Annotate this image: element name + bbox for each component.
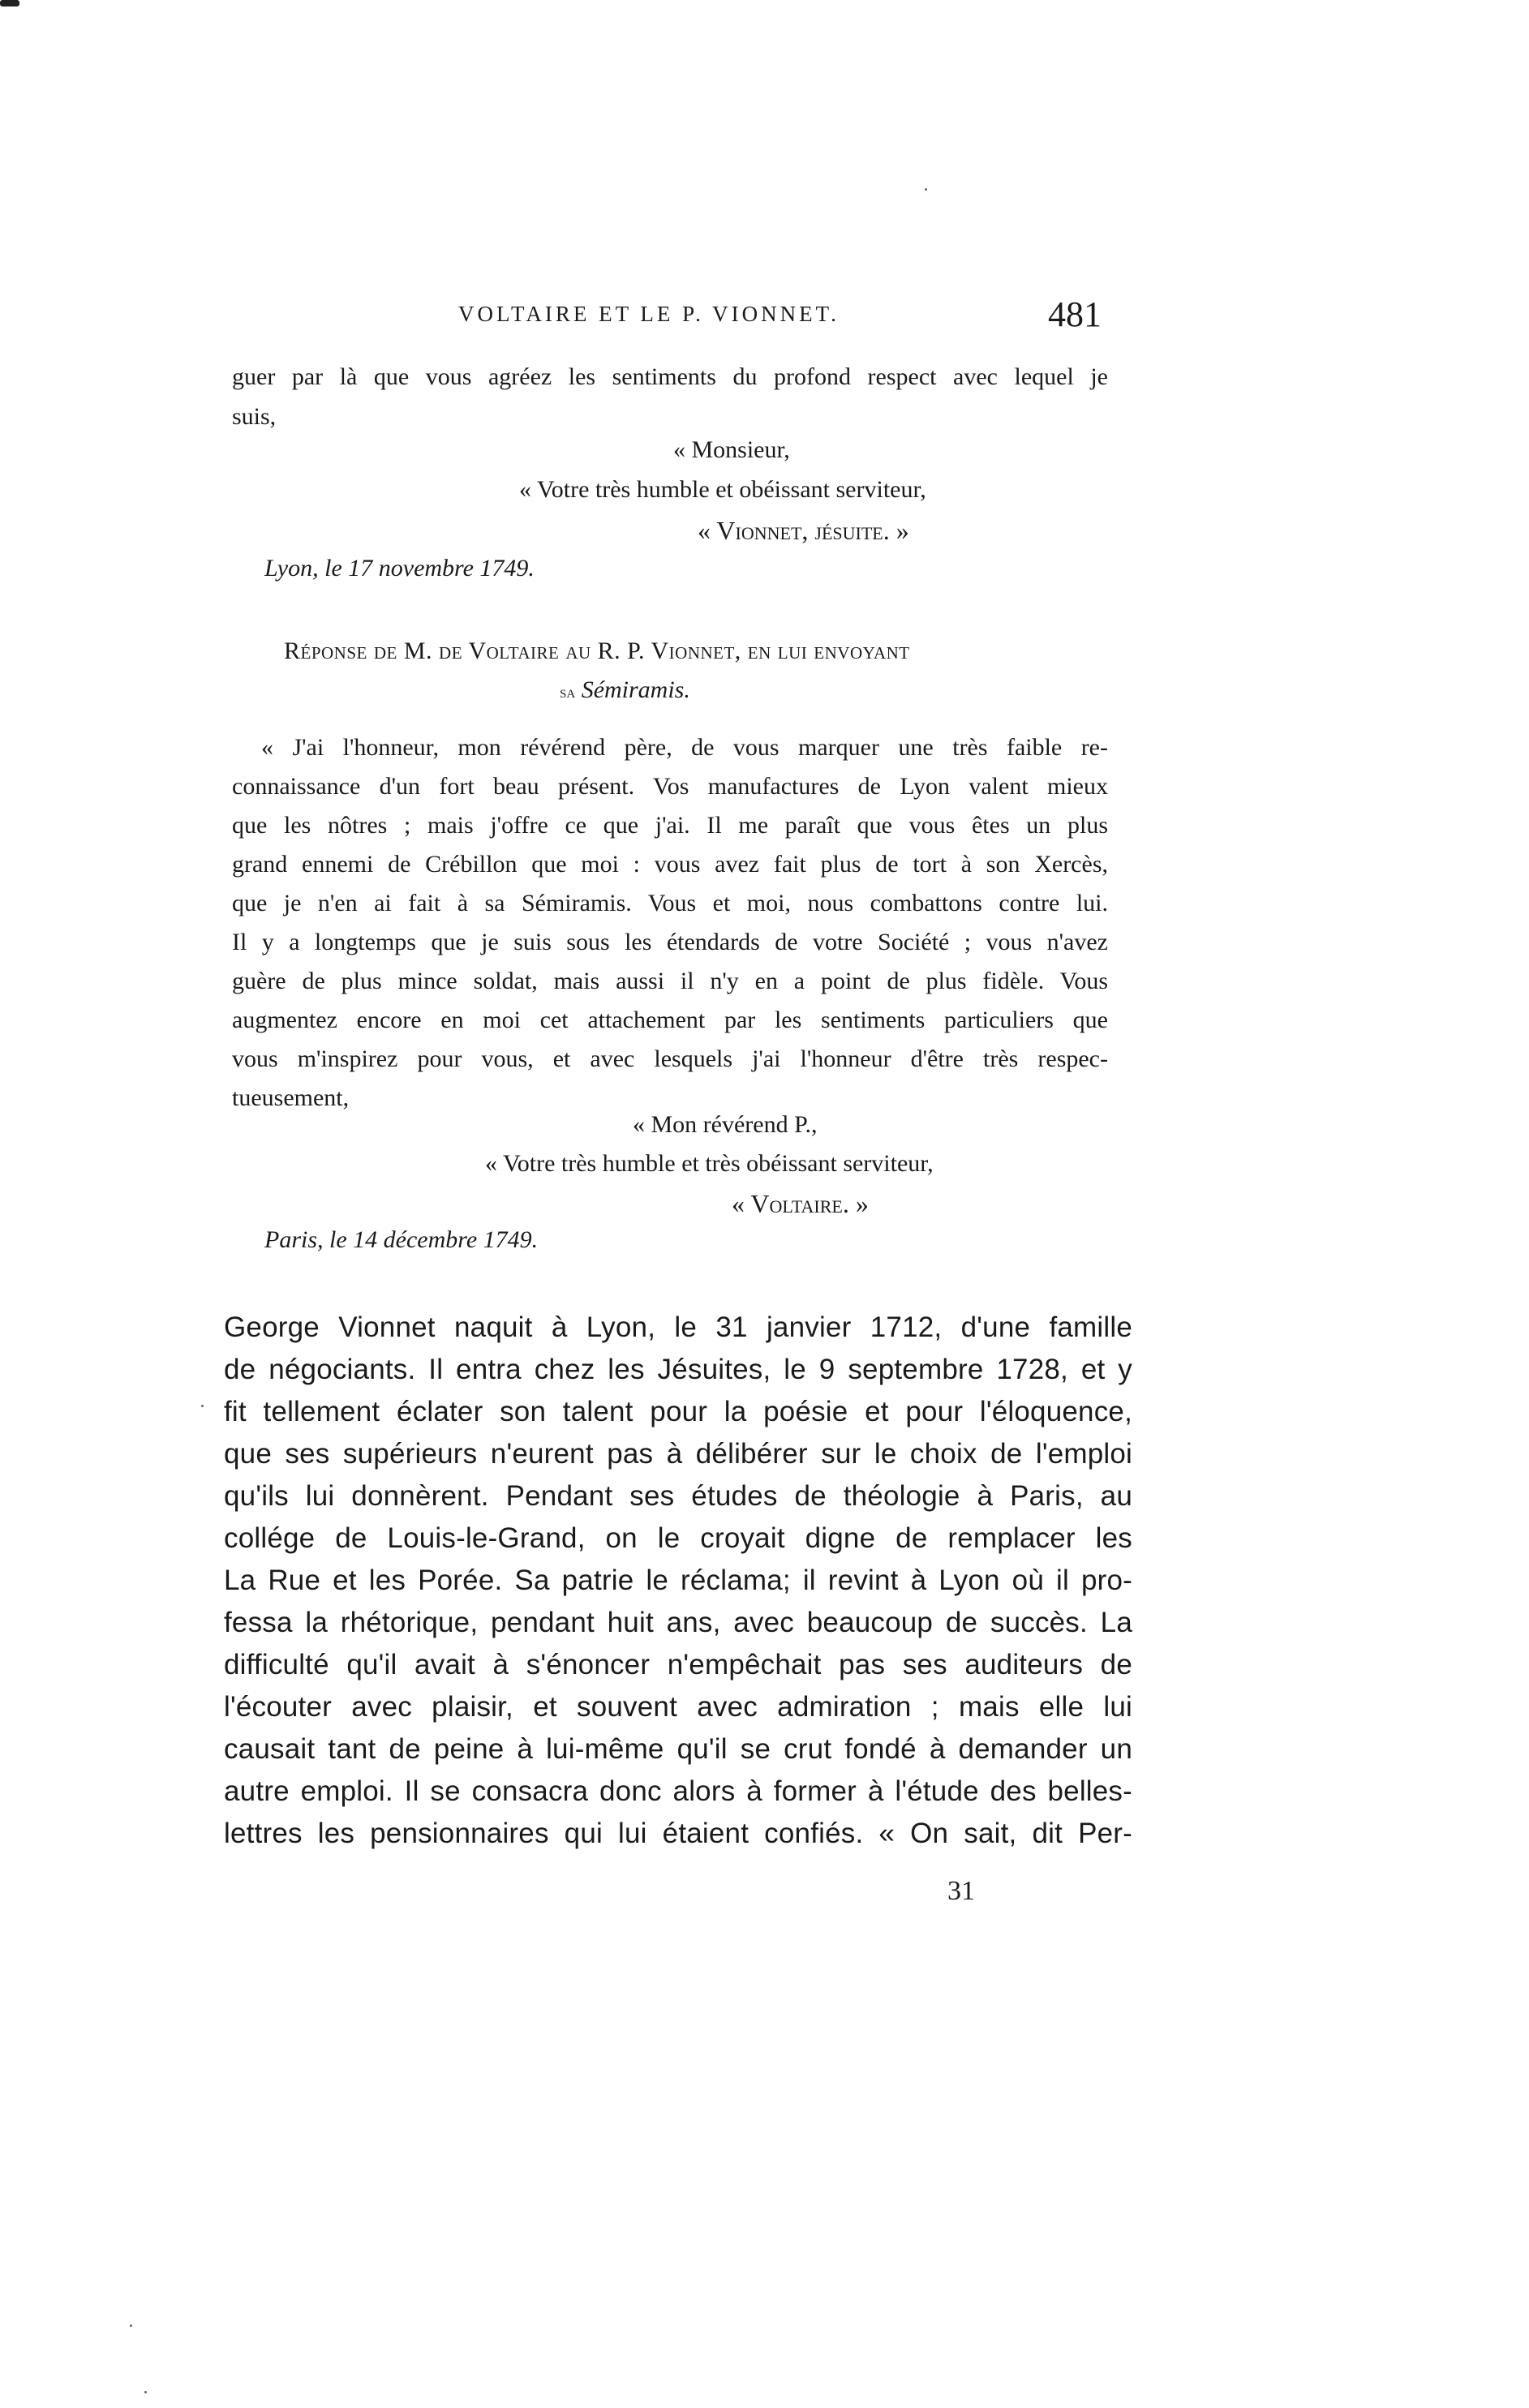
margin-mark	[0, 0, 19, 6]
dateline: Paris, le 14 décembre 1749.	[264, 1226, 539, 1253]
running-title: VOLTAIRE ET LE P. VIONNET.	[458, 302, 840, 326]
scan-speck	[130, 2324, 132, 2327]
text-line: guère de plus mince soldat, mais aussi il n'y en a point de plus fidèle. Vous	[232, 968, 1108, 994]
text-line: La Rue et les Porée. Sa patrie le réclama; il revint à Lyon où il pro-	[224, 1565, 1132, 1596]
signature: « Voltaire. »	[732, 1189, 869, 1218]
text-line: qu'ils lui donnèrent. Pendant ses études de théologie à Paris, au	[224, 1480, 1132, 1512]
text-line: guer par là que vous agréez les sentiments du profond respect avec lequel je	[232, 363, 1108, 390]
scan-speck	[201, 1405, 204, 1407]
text-line: difficulté qu'il avait à s'énoncer n'empêchait pas ses auditeurs de	[224, 1649, 1132, 1680]
text-line: que les nôtres ; mais j'offre ce que j'ai. Il me paraît que vous êtes un plus	[232, 812, 1108, 839]
text-line: Il y a longtemps que je suis sous les étendards de votre Société ; vous n'avez	[232, 929, 1108, 955]
text-line: vous m'inspirez pour vous, et avec lesquels j'ai l'honneur d'être très respec-	[232, 1045, 1108, 1072]
text-line: que ses supérieurs n'eurent pas à délibérer sur le choix de l'emploi	[224, 1438, 1132, 1470]
text-line: tueusement,	[232, 1084, 350, 1111]
text-line: augmentez encore en moi cet attachement par les sentiments particuliers que	[232, 1007, 1108, 1033]
scan-speck	[144, 2391, 147, 2393]
text-line: fit tellement éclater son talent pour la poésie et pour l'éloquence,	[224, 1396, 1132, 1427]
signature-mark: 31	[947, 1876, 975, 1906]
salutation: « Mon révérend P.,	[633, 1111, 818, 1138]
text-line: collége de Louis-le-Grand, on le croyait digne de remplacer les	[224, 1522, 1132, 1554]
text-line: causait tant de peine à lui-même qu'il se crut fondé à demander un	[224, 1733, 1132, 1765]
text-line: autre emploi. Il se consacra donc alors à former à l'étude des belles-	[224, 1775, 1132, 1807]
text-line: « J'ai l'honneur, mon révérend père, de vous marquer une très faible re-	[261, 734, 1108, 761]
text-line: lettres les pensionnaires qui lui étaient confiés. « On sait, dit Per-	[224, 1818, 1132, 1849]
text-line: connaissance d'un fort beau présent. Vos manufactures de Lyon valent mieux	[232, 773, 1108, 800]
scan-speck	[925, 188, 927, 191]
dateline: Lyon, le 17 novembre 1749.	[264, 555, 535, 582]
text-line: de négociants. Il entra chez les Jésuites, le 9 septembre 1728, et y	[224, 1354, 1132, 1385]
text-line: que je n'en ai fait à sa Sémiramis. Vous et moi, nous combattons contre lui.	[232, 890, 1108, 916]
text-line: grand ennemi de Crébillon que moi : vous avez fait plus de tort à son Xercès,	[232, 851, 1108, 878]
reply-heading: Réponse de M. de Voltaire au R. P. Vionnet, en lui envoyant	[284, 637, 910, 664]
text-line: George Vionnet naquit à Lyon, le 31 janvier 1712, d'une famille	[224, 1311, 1132, 1343]
text-line: l'écouter avec plaisir, et souvent avec admiration ; mais elle lui	[224, 1691, 1132, 1723]
salutation: « Monsieur,	[673, 436, 790, 463]
closing: « Votre très humble et obéissant serviteur,	[519, 476, 926, 503]
reply-heading-line2: sa Sémiramis.	[560, 676, 690, 703]
text-line: suis,	[232, 403, 277, 430]
page-number: 481	[1048, 294, 1102, 334]
closing: « Votre très humble et très obéissant serviteur,	[485, 1150, 934, 1177]
signature: « Vionnet, jésuite. »	[698, 516, 909, 545]
text-line: fessa la rhétorique, pendant huit ans, avec beaucoup de succès. La	[224, 1607, 1132, 1638]
